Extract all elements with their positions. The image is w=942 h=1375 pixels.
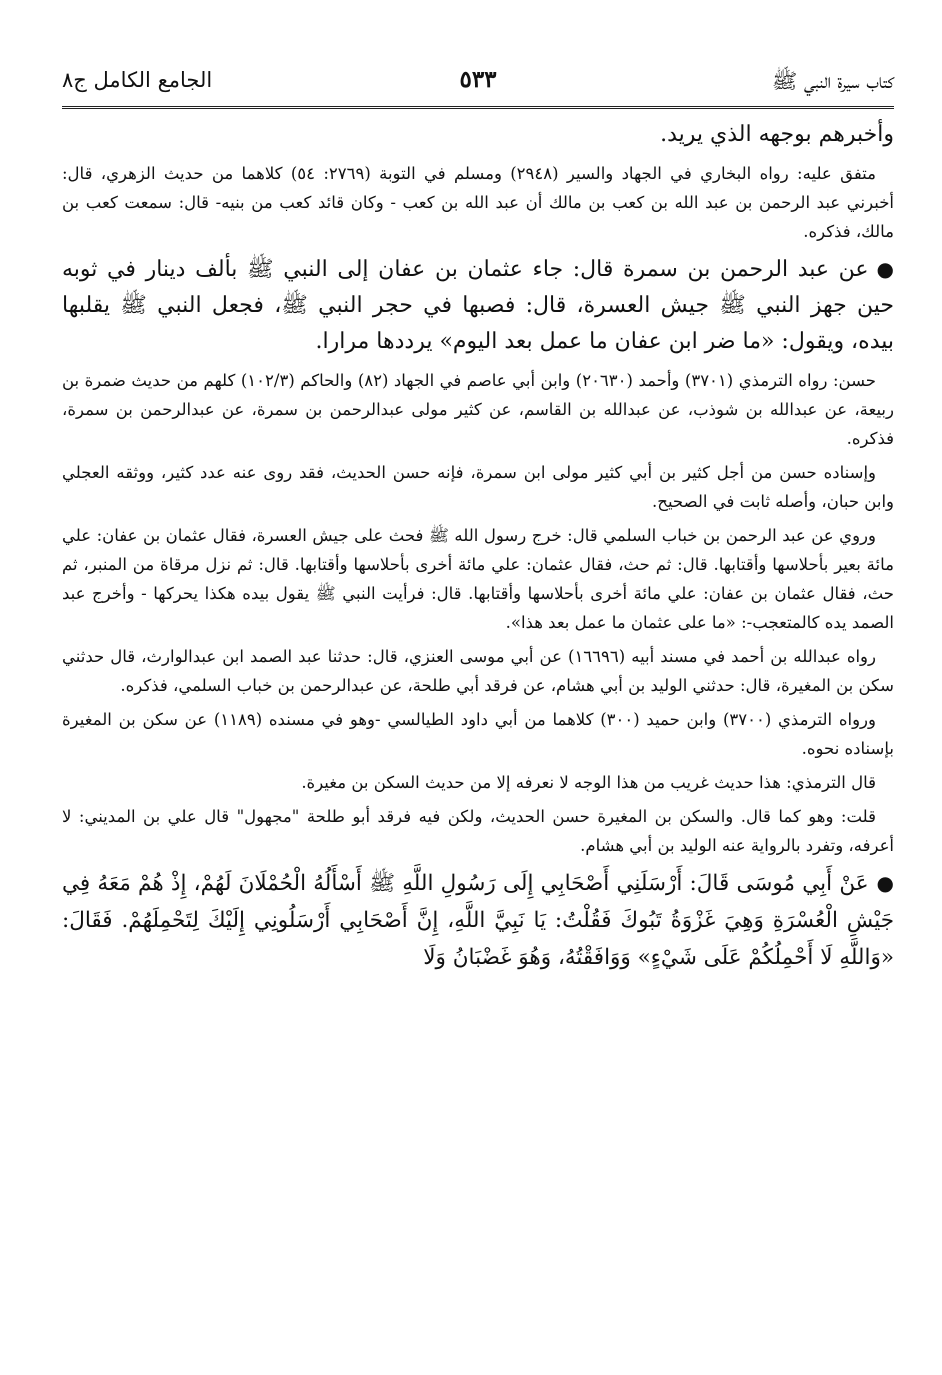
book-page [62,62,894,1355]
takhrij-note [62,642,894,700]
takhrij-note [62,802,894,860]
paragraph-text: قلت: وهو كما قال. والسكن بن المغيرة حسن الحديث، ولكن فيه فرقد أبو طلحة "مجهول" قال علي بن المديني: لا أعرفه، وتفرد بالرواية عنه الوليد بن أبي هشام. [62,807,894,855]
bullet-icon: ● [876,871,894,895]
paragraph-text: قال الترمذي: هذا حديث غريب من هذا الوجه لا نعرفه إلا من حديث السكن بن مغيرة. [301,773,876,792]
paragraph-text: وأخبرهم بوجهه الذي يريد. [660,122,894,147]
paragraph-text: حسن: رواه الترمذي (٣٧٠١) وأحمد (٢٠٦٣٠) وابن أبي عاصم في الجهاد (٨٢) والحاكم (١٠٢/٣) كلهم من حديث ضمرة بن ربيعة، عن عبدالله بن شوذب، عن عبدالله بن القاسم، عن كثير مولى عبدالرحمن بن سمرة، عن عبدالرحمن بن سمرة، فذكره. [62,371,894,448]
hadith-text [62,865,894,976]
paragraph-text: عن عبد الرحمن بن سمرة قال: جاء عثمان بن عفان إلى النبي ﷺ بألف دينار في ثوبه حين جهز النبي ﷺ جيش العسرة، قال: فصبها في حجر النبي ﷺ، فجعل النبي ﷺ يقلبها بيده، ويقول: «ما ضر ابن عفان ما عمل بعد اليوم» يرددها مرارا. [62,257,894,354]
paragraph-text: متفق عليه: رواه البخاري في الجهاد والسير (٢٩٤٨) ومسلم في التوبة (٢٧٦٩: ٥٤) كلاهما من حديث الزهري، قال: أخبرني عبد الرحمن بن عبد الله بن كعب بن مالك أن عبد الله بن كعب - وكان قائد كعب من بنيه- قال: سمعت كعب بن مالك، فذكره. [62,164,894,241]
takhrij-note [62,366,894,453]
takhrij-note [62,768,894,797]
takhrij-note [62,521,894,637]
page-number: ٥٣٣ [459,66,497,93]
header-divider [62,106,894,109]
main-text [62,117,894,153]
hadith-text [62,251,894,360]
page-header [62,62,894,106]
page-content [62,117,894,976]
paragraph-text: وروي عن عبد الرحمن بن خباب السلمي قال: خرج رسول الله ﷺ فحث على جيش العسرة، فقال عثمان بن عفان: علي مائة بعير بأحلاسها وأقتابها. قال: ثم حث، فقال عثمان: علي مائة أخرى بأحلاسها وأقتابها. قال: ثم نزل مرقاة من المنبر، ثم حث، فقال عثمان بن عفان: علي مائة أخرى بأحلاسها وأقتابها. قال: فرأيت النبي ﷺ يقول بيده هكذا يحركها - وأخرج عبد الصمد يده كالمتعجب-: «ما على عثمان ما عمل بعد هذا». [62,526,894,632]
takhrij-note [62,705,894,763]
paragraph-text: عَنْ أَبِي مُوسَى قَالَ: أَرْسَلَنِي أَصْحَابِي إِلَى رَسُولِ اللَّهِ ﷺ أَسْأَلُهُ الْحُمْلَانَ لَهُمْ، إِذْ هُمْ مَعَهُ فِي جَيْشِ الْعُسْرَةِ وَهِيَ غَزْوَةُ تَبُوكَ فَقُلْتُ: يَا نَبِيَّ اللَّهِ، إِنَّ أَصْحَابِي أَرْسَلُونِي إِلَيْكَ لِتَحْمِلَهُمْ. فَقَالَ: «وَاللَّهِ لَا أَحْمِلُكُمْ عَلَى شَيْءٍ» وَوَافَقْتُهُ، وَهُوَ غَضْبَانُ وَلَا [62,871,894,970]
takhrij-note [62,159,894,246]
takhrij-note [62,458,894,516]
paragraph-text: رواه عبدالله بن أحمد في مسند أبيه (١٦٦٩٦) عن أبي موسى العنزي، قال: حدثنا عبد الصمد ابن عبدالوارث، قال حدثني سكن بن المغيرة، قال: حدثني الوليد بن أبي هشام، عن فرقد أبي طلحة، عن عبدالرحمن بن خباب السلمي، فذكره. [62,647,894,695]
bullet-icon: ● [876,257,894,281]
book-title: كتاب سيرة النبي ﷺ [771,69,894,93]
volume-title: الجامع الكامل ج٨ [62,68,213,92]
paragraph-text: ورواه الترمذي (٣٧٠٠) وابن حميد (٣٠٠) كلاهما من أبي داود الطيالسي -وهو في مسنده (١١٨٩) عن سكن بن المغيرة بإسناده نحوه. [62,710,894,758]
paragraph-text: وإسناده حسن من أجل كثير بن أبي كثير مولى ابن سمرة، فإنه حسن الحديث، فقد روى عنه عدد كثير، ووثقه العجلي وابن حبان، وأصله ثابت في الصحيح. [62,463,894,511]
